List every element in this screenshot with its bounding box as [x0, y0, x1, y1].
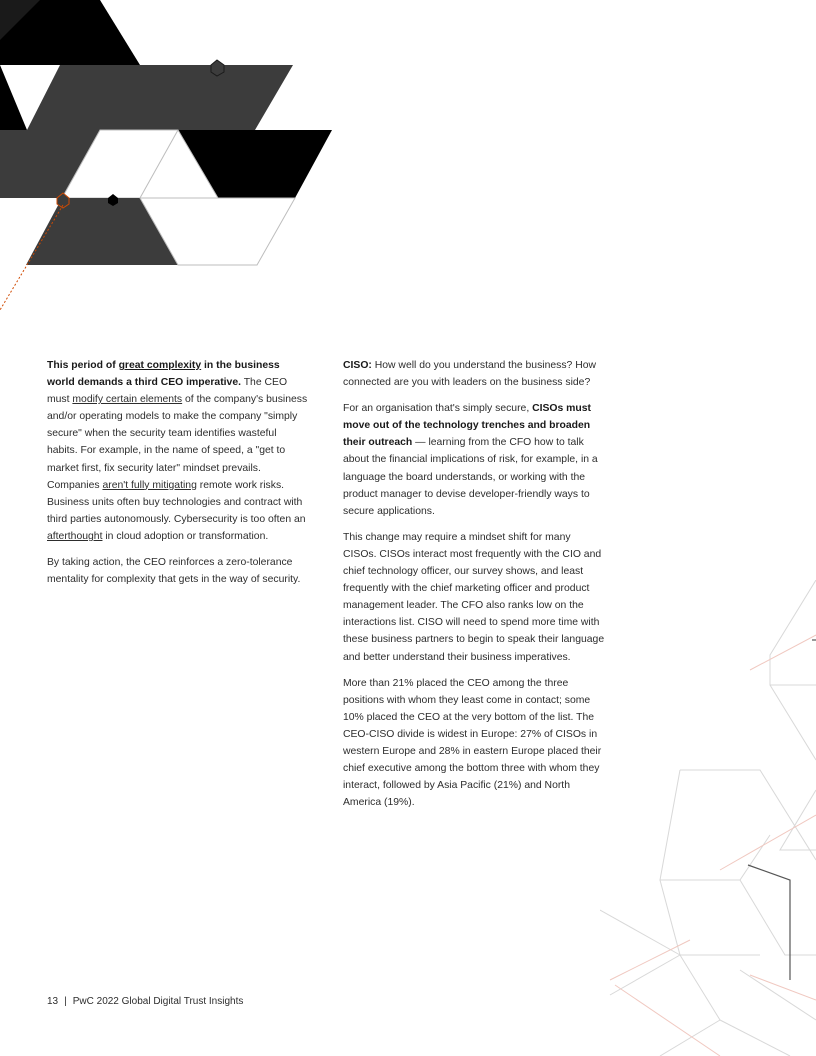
- arent-fully-mitigating-link[interactable]: aren't fully mitigating: [102, 479, 197, 491]
- body-text: For an organisation that's simply secure,: [343, 403, 533, 415]
- footer-separator: |: [64, 996, 67, 1007]
- geometric-outline-decoration-bottom: [600, 580, 816, 1056]
- body-text: in cloud adoption or transformation.: [102, 530, 269, 542]
- body-text: of the company's business and/or operating models to make the company "simply secure" when the security team identifies wasteful habits. For example, in the name of speed, a "get to market first, fix security later" mindset prevails. Companies: [47, 394, 308, 491]
- modify-certain-elements-link[interactable]: modify certain elements: [72, 394, 183, 406]
- afterthought-link[interactable]: afterthought: [47, 530, 103, 542]
- publication-title: PwC 2022 Global Digital Trust Insights: [72, 996, 244, 1007]
- right-column: [343, 357, 605, 820]
- bold-text: This period of: [47, 360, 119, 371]
- body-text: How well do you understand the business? How connected are you with leaders on the business side?: [343, 360, 596, 389]
- body-text: The CEO must: [47, 377, 288, 406]
- left-paragraph-1: [47, 357, 309, 545]
- left-column: [47, 357, 309, 597]
- bold-text: in the business world demands a third CEO imperative.: [47, 360, 280, 389]
- left-paragraph-2: By taking action, the CEO reinforces a zero-tolerance mentality for complexity that gets in the way of security.: [47, 557, 301, 586]
- ciso-label: CISO:: [343, 360, 372, 371]
- geometric-decoration-top: [0, 0, 340, 320]
- page-footer: [47, 996, 243, 1007]
- right-paragraph-4: More than 21% placed the CEO among the three positions with whom they least come in contact; some 10% placed the CEO at the very bottom of the list. The CEO-CISO divide is widest in Europe: 27% of CISOs in western Europe and 28% in eastern Europe placed their chief executive among the bottom three with whom they interact, followed by Asia Pacific (21%) and North America (19%).: [343, 677, 602, 809]
- body-text: — learning from the CFO how to talk about the financial implications of risk, for example, in a language the board understands, or working with the product manager to devise developer-friendly ways to secure applications.: [343, 437, 598, 517]
- great-complexity-link[interactable]: great complexity: [118, 360, 202, 371]
- page-number: 13: [47, 996, 59, 1007]
- right-paragraph-2: [343, 400, 605, 520]
- body-text: remote work risks. Business units often buy technologies and contract with third parties autonomously. Cybersecurity is too often an: [47, 479, 306, 525]
- ciso-outreach-bold: CISOs must move out of the technology trenches and broaden their outreach: [343, 403, 592, 449]
- right-paragraph-3: This change may require a mindset shift for many CISOs. CISOs interact most frequently with the CIO and chief technology officer, our survey shows, and least frequently with the chief marketing officer and product management leader. The CFO also ranks low on the interactions list. CISO will need to spend more time with these business partners to begin to speak their language and better understand their business imperatives.: [343, 531, 605, 663]
- right-paragraph-1: [343, 357, 605, 391]
